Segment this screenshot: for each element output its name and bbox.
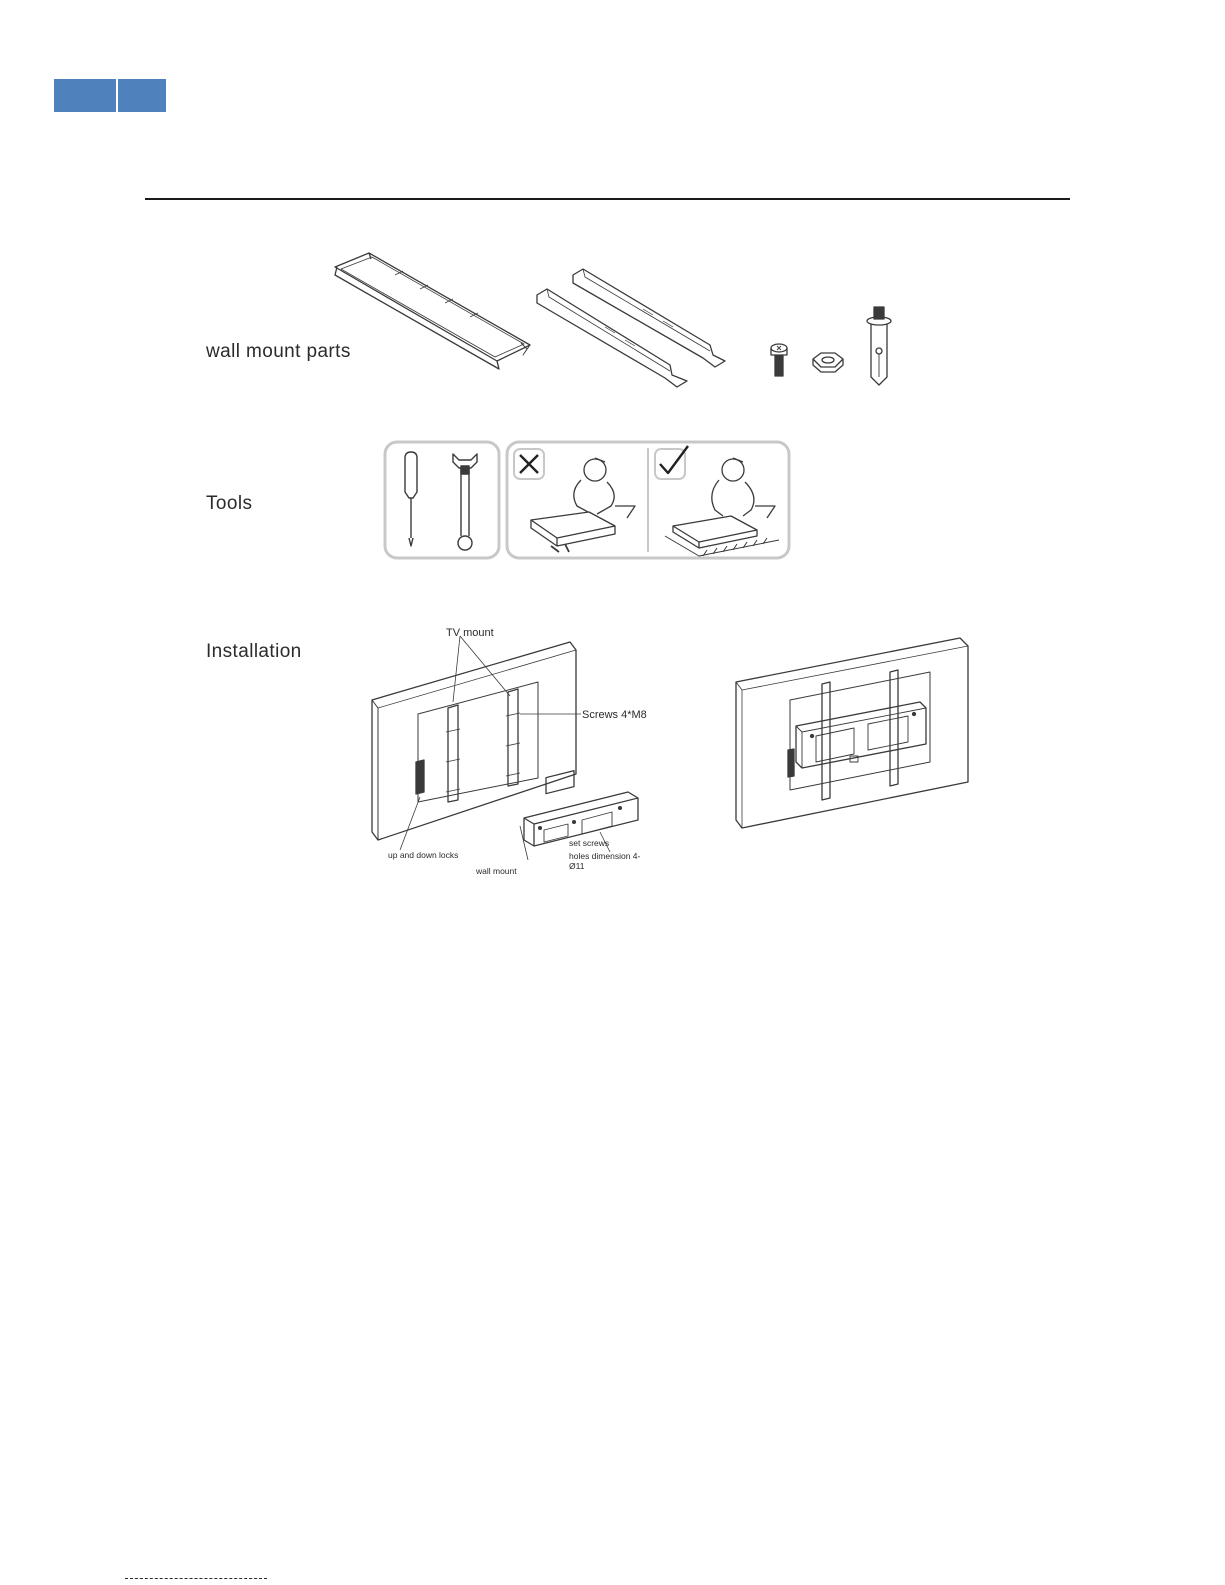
installation-section-label: Installation [206, 641, 302, 662]
wrench-icon [453, 454, 477, 550]
cross-mark-icon [514, 449, 544, 479]
header-accent-block [54, 79, 116, 112]
nut-icon [813, 353, 843, 372]
tv-mount-strip-icon [446, 705, 460, 802]
vertical-arm-icon [537, 289, 687, 387]
header-accent-blocks [54, 79, 166, 112]
up-down-locks-callout: up and down locks [388, 850, 459, 860]
screws-callout: Screws 4*M8 [582, 709, 647, 721]
tv-mount-strip-icon [506, 689, 520, 786]
person-lifting-wrong-icon [531, 458, 635, 552]
installation-assembled-illustration [730, 632, 975, 832]
person-lifting-right-icon [665, 458, 779, 556]
wall-mount-callout: wall mount [476, 866, 517, 876]
header-accent-block [118, 79, 166, 112]
tools-illustration [383, 440, 793, 562]
tv-mount-callout: TV mount [446, 627, 494, 639]
wall-mount-parts-illustration [325, 245, 915, 395]
screwdriver-icon [405, 452, 417, 546]
installation-exploded-illustration [360, 622, 660, 880]
bolt-icon [771, 344, 787, 376]
wall-mount-plate-icon [524, 771, 638, 846]
horizontal-rail-icon [335, 253, 530, 369]
tools-section-label: Tools [206, 493, 253, 514]
set-screws-callout: set screws [569, 838, 610, 848]
check-mark-icon [655, 446, 688, 479]
holes-dimension-callout: holes dimension 4-Ø11 [569, 851, 641, 871]
footer-divider [125, 1578, 267, 1579]
parts-section-label: wall mount parts [206, 341, 351, 362]
anchor-bolt-icon [867, 307, 891, 385]
header-divider [145, 198, 1070, 200]
